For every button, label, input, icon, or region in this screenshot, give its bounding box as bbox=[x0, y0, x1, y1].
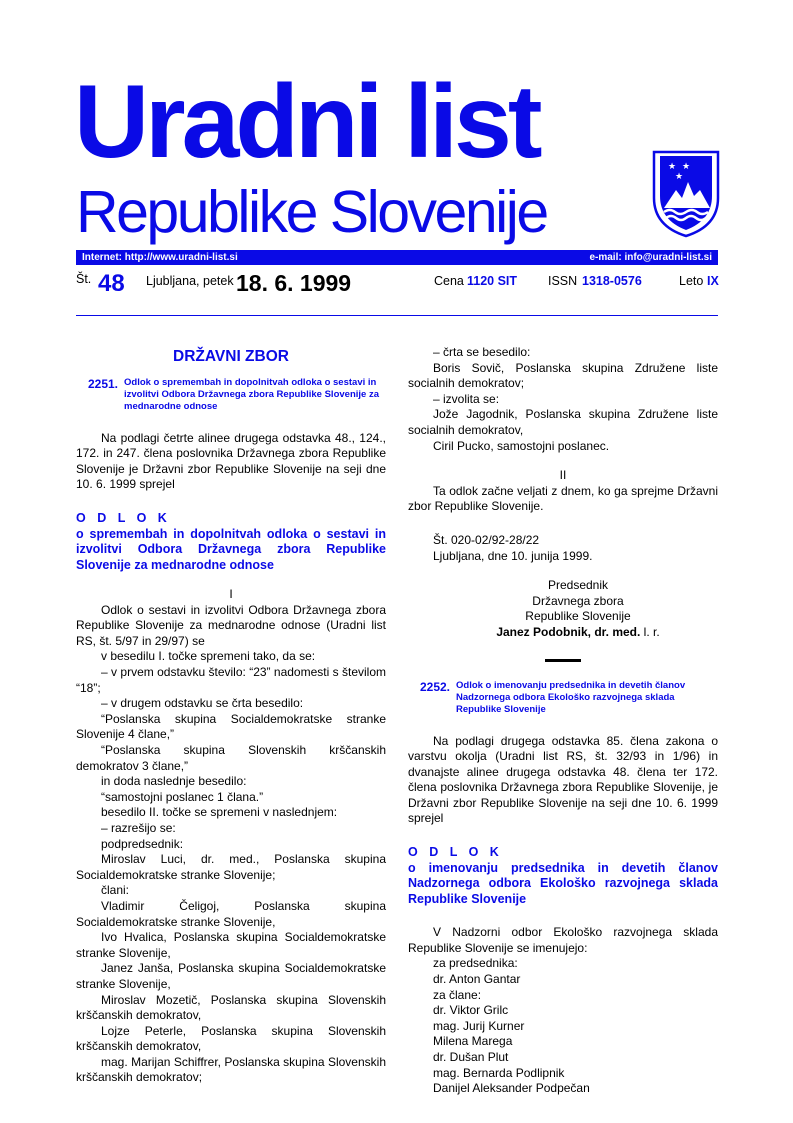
body-paragraph: mag. Marijan Schiffrer, Poslanska skupina Slovenskih krščanskih demokratov; bbox=[76, 1054, 386, 1085]
issue-number: 48 bbox=[98, 270, 125, 297]
body-paragraph: – razrešijo se: bbox=[101, 820, 176, 835]
place-date: Ljubljana, dne 10. junija 1999. bbox=[433, 548, 593, 563]
roman-numeral-ii: II bbox=[559, 468, 567, 483]
appointee-list bbox=[408, 956, 718, 1096]
year-value: IX bbox=[707, 274, 719, 288]
internet-address[interactable]: Internet: http://www.uradni-list.si bbox=[82, 252, 238, 263]
body-paragraph: Ciril Pucko, samostojni poslanec. bbox=[433, 438, 610, 453]
body-paragraph: Miroslav Luci, dr. med., Poslanska skupina Socialdemokratske stranke Slovenije; bbox=[76, 852, 386, 882]
signature-line-3: Republike Slovenije bbox=[525, 609, 631, 624]
price-label: Cena bbox=[434, 274, 464, 288]
issue-number-label: Št. bbox=[76, 272, 92, 286]
left-column bbox=[76, 345, 386, 1086]
issue-info-row bbox=[76, 270, 718, 304]
closing-clause: Ta odlok začne veljati z dnem, ko ga sprejme Državni zbor Republike Slovenije. bbox=[408, 483, 718, 514]
signature-lr: l. r. bbox=[640, 624, 660, 639]
signature-block bbox=[408, 578, 718, 640]
item-number: 2252. bbox=[419, 679, 450, 694]
body-paragraph: “samostojni poslanec 1 člana.” bbox=[101, 789, 264, 804]
issn-label: ISSN bbox=[548, 274, 578, 288]
item-title: Odlok o imenovanju predsednika in devetih članov Nadzornega odbora Ekološko razvojnega sklada Republike Slovenije bbox=[456, 679, 686, 715]
body-paragraph: in doda naslednje besedilo: bbox=[101, 774, 247, 789]
body-paragraph: Odlok o sestavi in izvolitvi Odbora Državnega zbora Republike Slovenije za mednarodne odnose (Uradni list RS, št. 5/97 in 29/97) se bbox=[76, 602, 386, 648]
body-paragraph: Jože Jagodnik, Poslanska skupina Združene liste socialnih demokratov, bbox=[408, 407, 718, 437]
odlok-title: o imenovanju predsednika in devetih članov Nadzornega odbora Ekološko razvojnega sklada Republike Slovenije bbox=[408, 860, 718, 906]
odlok-body bbox=[76, 603, 386, 1086]
list-item: Danijel Aleksander Podpečan bbox=[433, 1081, 590, 1096]
header-rule bbox=[76, 315, 718, 316]
masthead-subtitle: Republike Slovenije bbox=[76, 179, 547, 245]
body-paragraph: “Poslanska skupina Slovenskih krščanskih demokratov 3 člane,” bbox=[76, 743, 386, 773]
list-item: za člane: bbox=[433, 987, 482, 1002]
coat-of-arms-icon bbox=[650, 146, 722, 238]
list-item: dr. Anton Gantar bbox=[433, 971, 521, 986]
roman-numeral-i: I bbox=[229, 587, 233, 602]
email-address[interactable]: e-mail: info@uradni-list.si bbox=[589, 252, 712, 263]
right-column bbox=[408, 345, 718, 1097]
svg-text:★: ★ bbox=[674, 171, 684, 181]
body-paragraph: podpredsednik: bbox=[101, 836, 184, 851]
item-2251-header bbox=[76, 377, 386, 413]
signature-name bbox=[438, 625, 718, 641]
list-item: Milena Marega bbox=[433, 1034, 513, 1049]
odlok-title: o spremembah in dopolnitvah odloka o sestavi in izvolitvi Odbora Državnega zbora Republike Slovenije za mednarodne odnose bbox=[76, 526, 386, 572]
body-paragraph: Janez Janša, Poslanska skupina Socialdemokratske stranke Slovenije, bbox=[76, 961, 386, 991]
price-value: 1120 SIT bbox=[467, 274, 518, 288]
appointment-intro: V Nadzorni odbor Ekološko razvojnega sklada Republike Slovenije se imenujejo: bbox=[408, 925, 718, 955]
issn-value: 1318-0576 bbox=[582, 274, 642, 288]
signature-line-1: Predsednik bbox=[547, 578, 609, 593]
issue-date: 18. 6. 1999 bbox=[236, 270, 352, 296]
list-item: dr. Viktor Grilc bbox=[433, 1003, 509, 1018]
body-paragraph: Ivo Hvalica, Poslanska skupina Socialdemokratske stranke Slovenije, bbox=[76, 930, 386, 960]
list-item: mag. Bernarda Podlipnik bbox=[433, 1065, 565, 1080]
odlok-heading: O D L O K bbox=[408, 845, 503, 860]
body-paragraph: Miroslav Mozetič, Poslanska skupina Slovenskih krščanskih demokratov, bbox=[76, 992, 386, 1023]
body-paragraph: – črta se besedilo: bbox=[433, 345, 531, 359]
body-paragraph: Lojze Peterle, Poslanska skupina Slovenskih krščanskih demokratov, bbox=[76, 1023, 386, 1054]
body-paragraph: – izvolita se: bbox=[433, 391, 500, 406]
masthead-title: Uradni list bbox=[74, 64, 539, 180]
list-item: za predsednika: bbox=[433, 956, 518, 971]
body-paragraph: člani: bbox=[101, 883, 130, 898]
svg-text:★: ★ bbox=[681, 161, 691, 171]
body-paragraph: Boris Sovič, Poslanska skupina Združene liste socialnih demokratov; bbox=[408, 360, 718, 391]
preamble: Na podlagi četrte alinee drugega odstavka 48., 124., 172. in 247. člena poslovnika Državnega zbora Republike Slovenije je Državni zbor Republike Slovenije na seji dne 10. 6. 1999 sprejel bbox=[76, 430, 386, 492]
body-paragraph: besedilo II. točke se spremeni v naslednjem: bbox=[101, 805, 338, 820]
list-item: mag. Jurij Kurner bbox=[433, 1018, 525, 1033]
body-paragraph: Vladimir Čeligoj, Poslanska skupina Socialdemokratske stranke Slovenije, bbox=[76, 898, 386, 929]
body-paragraph: – v drugem odstavku se črta besedilo: bbox=[101, 696, 304, 711]
list-item: dr. Dušan Plut bbox=[433, 1049, 509, 1064]
issue-place-day: Ljubljana, petek bbox=[146, 274, 234, 288]
signatory: Janez Podobnik, dr. med. bbox=[496, 624, 641, 639]
body-paragraph: “Poslanska skupina Socialdemokratske stranke Slovenije 4 člane,” bbox=[76, 711, 386, 742]
section-title: DRŽAVNI ZBOR bbox=[173, 348, 289, 365]
signature-line-2: Državnega zbora bbox=[532, 593, 624, 608]
odlok-heading: O D L O K bbox=[76, 510, 171, 525]
body-paragraph: v besedilu I. točke spremeni tako, da se: bbox=[101, 649, 316, 664]
svg-text:★: ★ bbox=[667, 161, 677, 171]
item-number: 2251. bbox=[87, 376, 118, 391]
contact-bar bbox=[76, 250, 718, 265]
item-2252-header bbox=[408, 680, 718, 716]
preamble: Na podlagi drugega odstavka 85. člena zakona o varstvu okolja (Uradni list RS, št. 32/93 in 1/96) in dvanajste alinee drugega odstavka 48. člena ter 172. člena poslovnika Državnega zbora Republike Slovenije, je Državni zbor Republike Slovenije na seji dne 10. 6. 1999 sprejel bbox=[408, 733, 718, 826]
item-title: Odlok o spremembah in dopolnitvah odloka o sestavi in izvolitvi Odbora Državnega zbora Republike Slovenije za mednarodne odnose bbox=[124, 376, 379, 412]
reference-number: Št. 020-02/92-28/22 bbox=[433, 532, 540, 547]
odlok-body-continued bbox=[408, 345, 718, 454]
body-paragraph: – v prvem odstavku število: “23” nadomesti s številom “18”; bbox=[76, 665, 386, 695]
year-label: Leto bbox=[679, 274, 704, 288]
